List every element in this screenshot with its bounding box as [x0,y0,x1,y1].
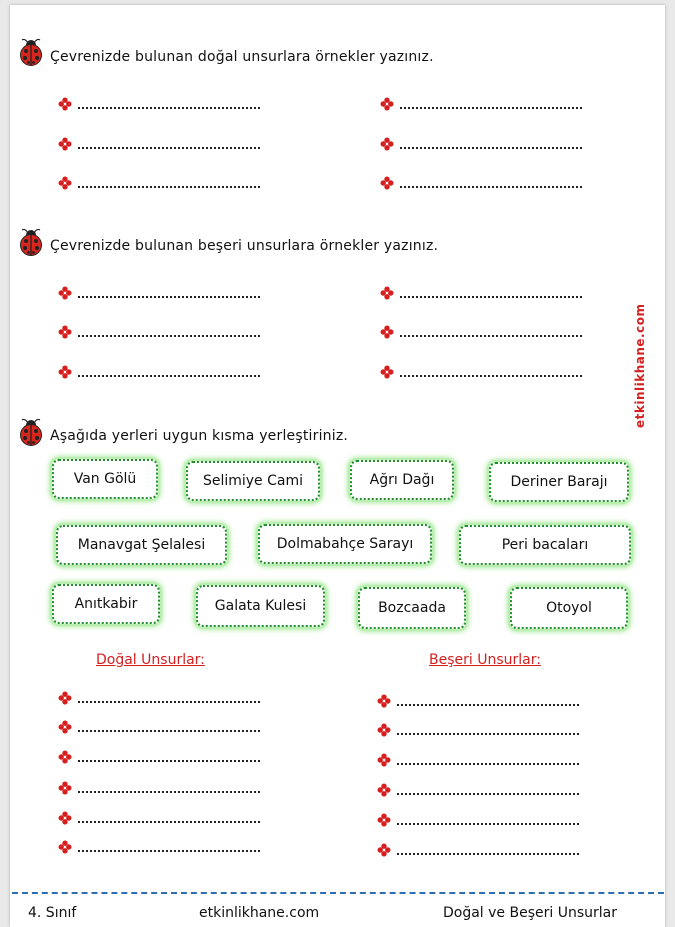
question-2-text: Çevrenizde bulunan beşeri unsurlara örnekler yazınız. [50,238,439,254]
answer-line[interactable] [78,701,260,703]
footer-divider [12,892,664,894]
bullet-icon [58,691,72,705]
bullet-icon [58,720,72,734]
question-1-text: Çevrenizde bulunan doğal unsurlara örnekler yazınız. [50,49,434,65]
bullet-icon [377,783,391,797]
bullet-icon [377,843,391,857]
ladybug-icon [18,38,44,66]
word-card[interactable]: Selimiye Cami [186,461,320,501]
answer-line[interactable] [78,296,260,298]
bullet-icon [380,365,394,379]
bullet-icon [377,723,391,737]
word-card[interactable]: Bozcaada [358,587,466,629]
bullet-icon [58,176,72,190]
bullet-icon [380,286,394,300]
answer-line[interactable] [78,730,260,732]
bullet-icon [58,750,72,764]
bullet-icon [58,137,72,151]
bullet-icon [377,813,391,827]
ladybug-icon [18,228,44,256]
answer-line[interactable] [397,763,579,765]
word-card[interactable]: Dolmabahçe Sarayı [258,524,432,564]
answer-line[interactable] [78,147,260,149]
watermark-text: etkinlikhane.com [633,303,647,428]
bullet-icon [380,97,394,111]
answer-line[interactable] [78,375,260,377]
word-card[interactable]: Deriner Barajı [489,462,629,502]
word-card[interactable]: Otoyol [510,587,628,629]
bullet-icon [58,811,72,825]
bullet-icon [58,97,72,111]
answer-line[interactable] [400,375,582,377]
answer-line[interactable] [397,793,579,795]
bullet-icon [377,753,391,767]
word-card[interactable]: Ağrı Dağı [350,460,454,500]
bullet-icon [58,840,72,854]
bullet-icon [58,325,72,339]
answer-line[interactable] [400,147,582,149]
answer-line[interactable] [78,760,260,762]
word-card[interactable]: Van Gölü [52,459,158,499]
word-card[interactable]: Galata Kulesi [196,585,325,627]
answer-line[interactable] [397,823,579,825]
answer-line[interactable] [400,335,582,337]
answer-line[interactable] [397,704,579,706]
word-card[interactable]: Manavgat Şelalesi [56,525,227,565]
answer-line[interactable] [397,853,579,855]
footer-site: etkinlikhane.com [199,905,320,921]
bullet-icon [380,176,394,190]
answer-line[interactable] [400,296,582,298]
answer-line[interactable] [78,850,260,852]
answer-line[interactable] [78,186,260,188]
bullet-icon [380,137,394,151]
answer-line[interactable] [397,733,579,735]
answer-line[interactable] [78,335,260,337]
word-card[interactable]: Anıtkabir [52,584,160,624]
bullet-icon [58,365,72,379]
ladybug-icon [18,418,44,446]
answer-line[interactable] [400,107,582,109]
bullet-icon [58,286,72,300]
bullet-icon [380,325,394,339]
question-3-text: Aşağıda yerleri uygun kısma yerleştiriniz. [50,428,349,444]
word-card[interactable]: Peri bacaları [459,525,631,565]
answer-line[interactable] [78,791,260,793]
bullet-icon [377,694,391,708]
footer-grade: 4. Sınıf [28,905,77,921]
natural-elements-heading: Doğal Unsurlar: [96,652,205,668]
answer-line[interactable] [78,107,260,109]
answer-line[interactable] [78,821,260,823]
footer-topic: Doğal ve Beşeri Unsurlar [443,905,617,921]
human-elements-heading: Beşeri Unsurlar: [429,652,541,668]
bullet-icon [58,781,72,795]
answer-line[interactable] [400,186,582,188]
